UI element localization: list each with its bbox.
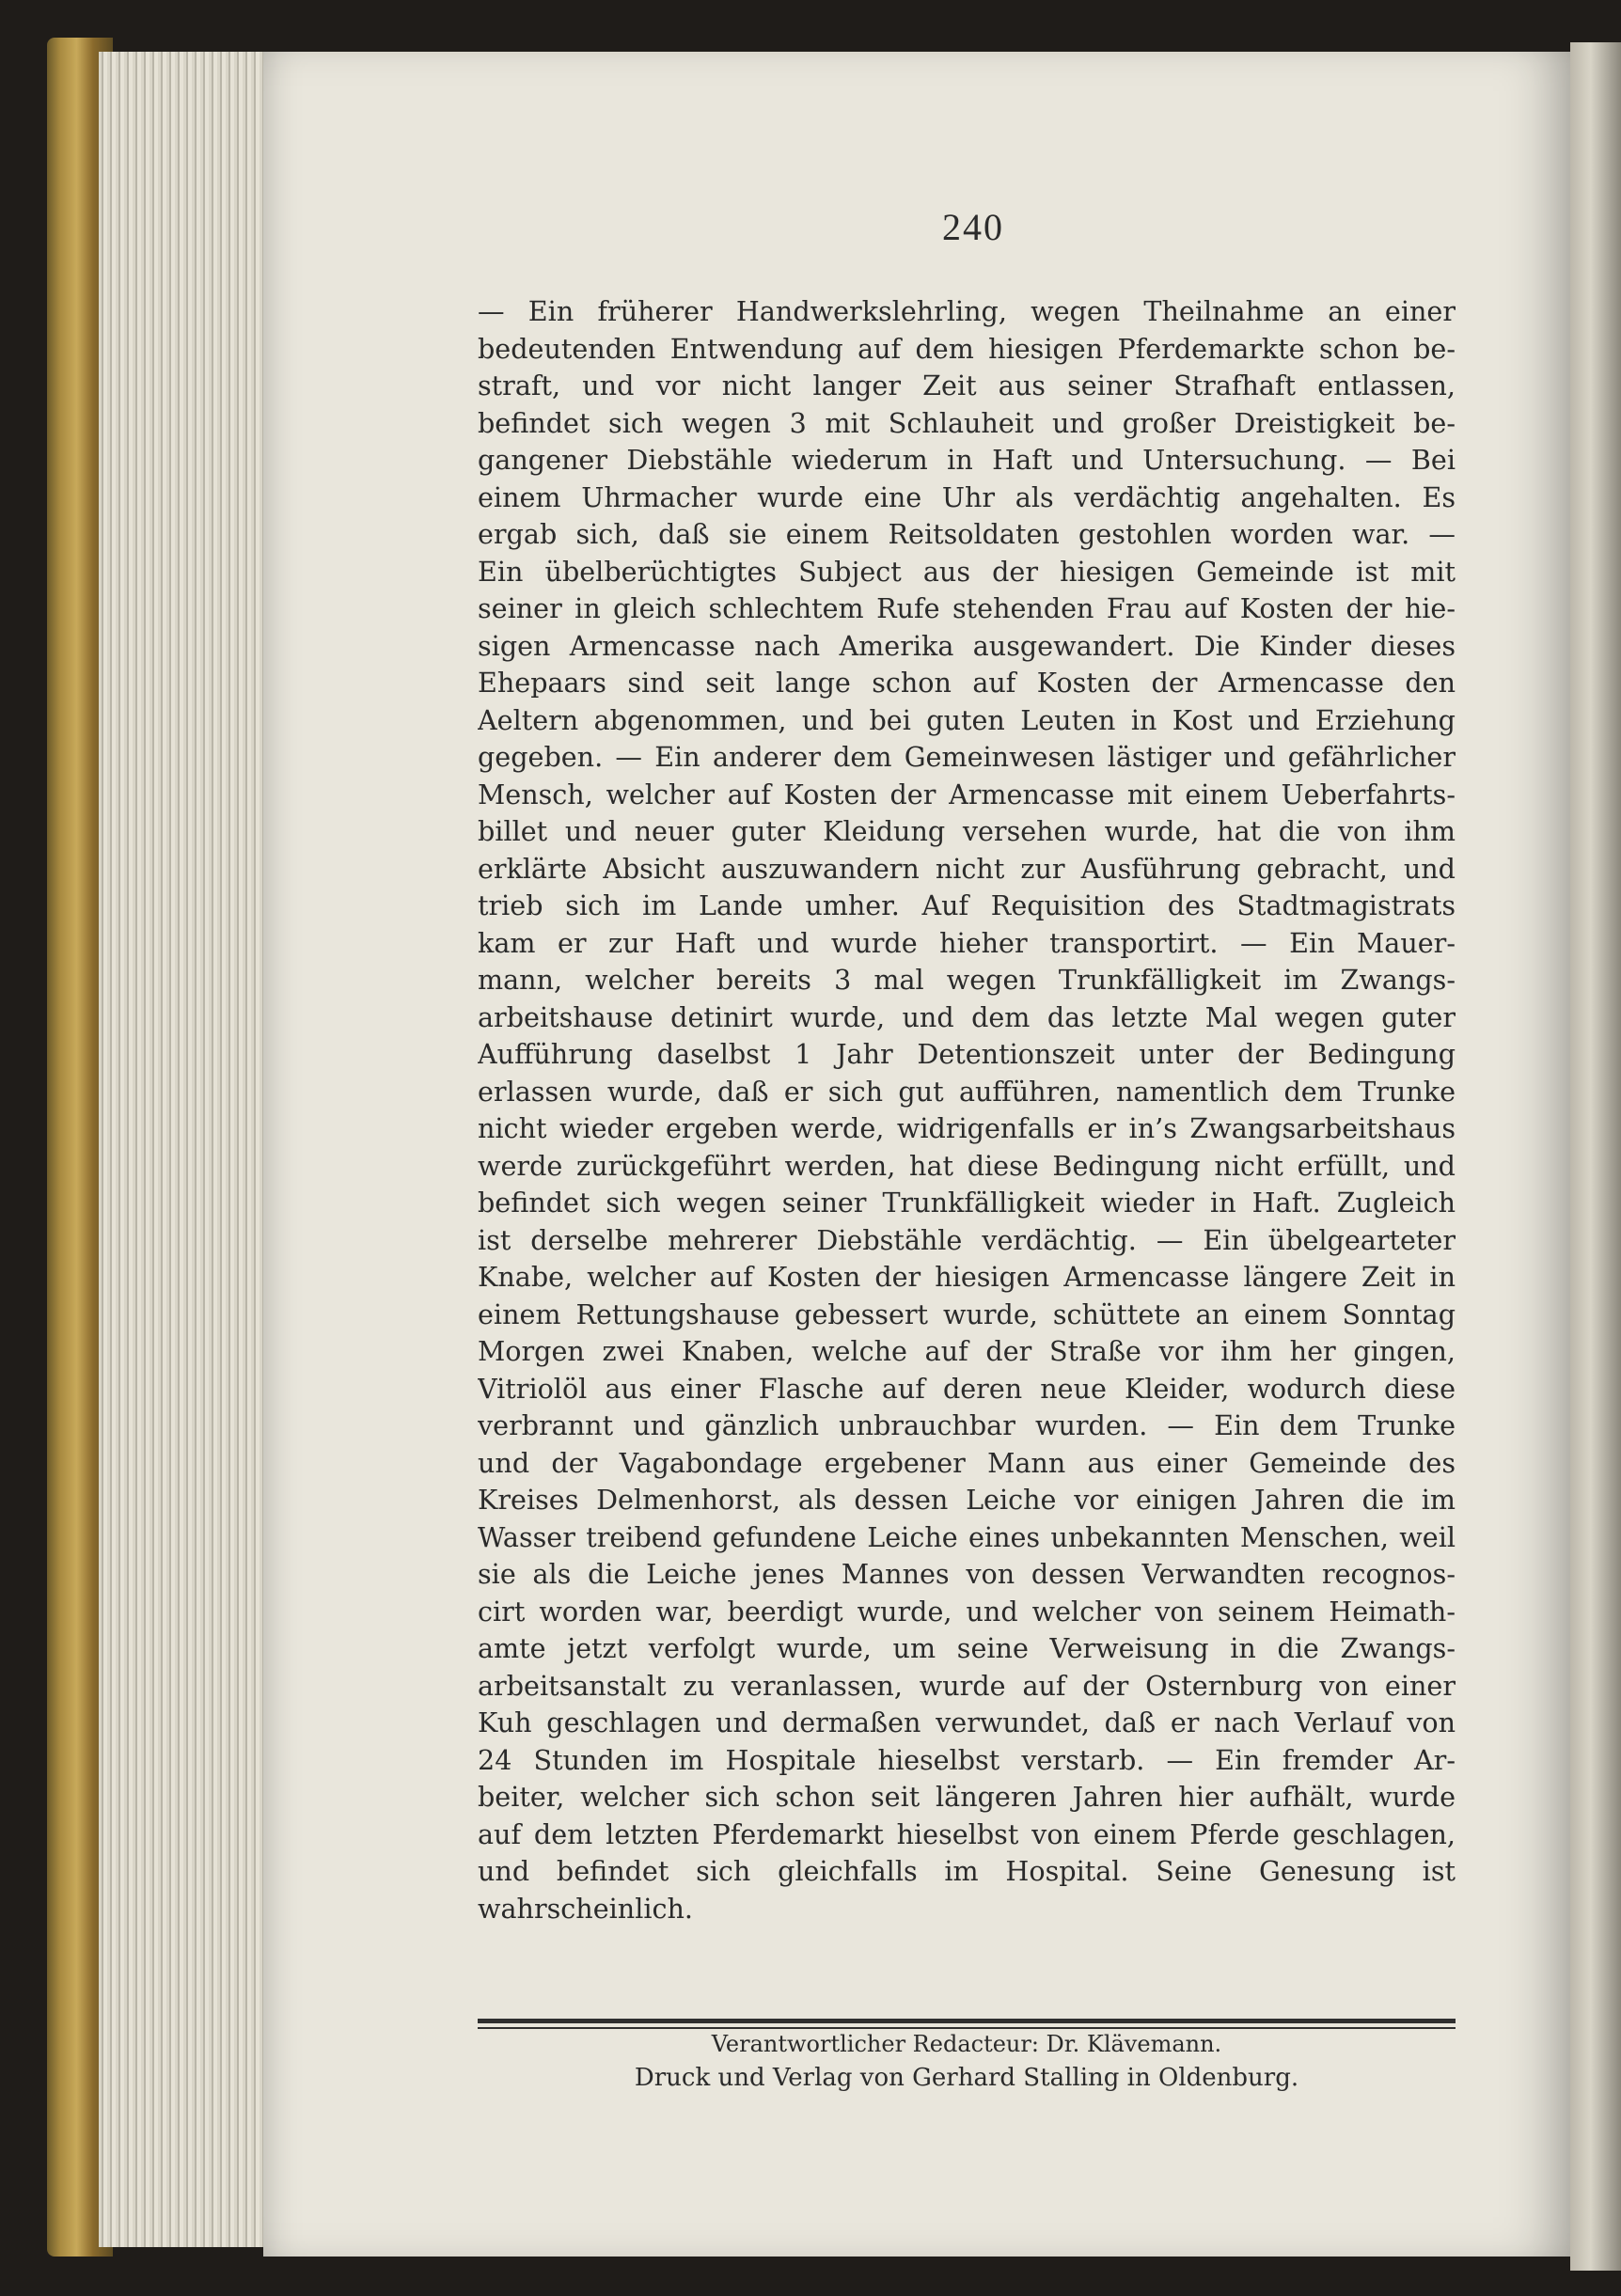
text-line: wahrscheinlich. — [478, 1892, 694, 1925]
facing-page-edge — [1570, 42, 1621, 2271]
text-line: gegeben. — Ein anderer dem Gemeinwesen lästiger und gefährlicher — [478, 741, 1456, 773]
text-line: amte jetzt verfolgt wurde, um seine Verweisung in die Zwangs- — [478, 1632, 1456, 1664]
printer-imprint: Druck und Verlag von Gerhard Stalling in Oldenburg. — [634, 2064, 1299, 2092]
text-line: und befindet sich gleichfalls im Hospital. Seine Genesung ist — [478, 1855, 1456, 1887]
text-line: befindet sich wegen seiner Trunkfälligkeit wieder in Haft. Zugleich — [478, 1187, 1456, 1219]
text-line: ist derselbe mehrerer Diebstähle verdächtig. — Ein übelgearteter — [478, 1223, 1456, 1256]
text-line: sie als die Leiche jenes Mannes von dessen Verwandten recognos- — [478, 1558, 1456, 1590]
text-line: auf dem letzten Pferdemarkt hieselbst von einem Pferde geschlagen, — [478, 1817, 1456, 1850]
text-line: cirt worden war, beerdigt wurde, und welcher von seinem Heimath- — [478, 1595, 1456, 1628]
text-line: ergab sich, daß sie einem Reitsoldaten gestohlen worden war. — — [478, 518, 1456, 550]
page-stack-edges — [99, 52, 268, 2247]
text-line: Kuh geschlagen und dermaßen verwundet, daß er nach Verlauf von — [478, 1706, 1456, 1738]
text-line: beiter, welcher sich schon seit längeren Jahren hier aufhält, wurde — [478, 1781, 1456, 1813]
text-line: Vitriolöl aus einer Flasche auf deren neue Kleider, wodurch diese — [478, 1372, 1456, 1405]
text-line: erklärte Absicht auszuwandern nicht zur Ausführung gebracht, und — [478, 852, 1456, 885]
text-line: verbrannt und gänzlich unbrauchbar wurden. — Ein dem Trunke — [478, 1409, 1456, 1441]
editor-imprint: Verantwortlicher Redacteur: Dr. Klävemann. — [711, 2031, 1222, 2057]
text-line: Wasser treibend gefundene Leiche eines unbekannten Menschen, weil — [478, 1520, 1456, 1553]
text-line: arbeitshause detinirt wurde, und dem das letzte Mal wegen guter — [478, 1000, 1456, 1033]
text-line: nicht wieder ergeben werde, widrigenfalls er in’s Zwangsarbeitshaus — [478, 1112, 1456, 1144]
text-line: Ehepaars sind seit lange schon auf Kosten der Armencasse den — [478, 667, 1456, 699]
text-line: — Ein früherer Handwerkslehrling, wegen Theilnahme an einer — [478, 295, 1456, 327]
text-line: einem Rettungshause gebessert wurde, schüttete an einem Sonntag — [478, 1297, 1456, 1330]
text-line: befindet sich wegen 3 mit Schlauheit und großer Dreistigkeit be- — [478, 406, 1456, 439]
text-line: werde zurückgeführt werden, hat diese Bedingung nicht erfüllt, und — [478, 1149, 1456, 1182]
text-line: einem Uhrmacher wurde eine Uhr als verdächtig angehalten. Es — [478, 480, 1456, 513]
text-line: trieb sich im Lande umher. Auf Requisition des Stadtmagistrats — [478, 889, 1456, 921]
text-line: arbeitsanstalt zu veranlassen, wurde auf der Osternburg von einer — [478, 1669, 1456, 1702]
text-line: 24 Stunden im Hospitale hieselbst verstarb. — Ein fremder Ar- — [478, 1743, 1456, 1776]
text-line: Morgen zwei Knaben, welche auf der Straße vor ihm her gingen, — [478, 1335, 1456, 1367]
text-line: kam er zur Haft und wurde hieher transportirt. — Ein Mauer- — [478, 926, 1456, 959]
text-line: sigen Armencasse nach Amerika ausgewandert. Die Kinder dieses — [478, 629, 1456, 662]
text-line: straft, und vor nicht langer Zeit aus seiner Strafhaft entlassen, — [478, 370, 1456, 401]
text-line: Mensch, welcher auf Kosten der Armencasse mit einem Ueberfahrts- — [478, 778, 1456, 810]
footer-rule-thick — [478, 2019, 1456, 2023]
text-line: Aeltern abgenommen, und bei guten Leuten in Kost und Erziehung — [478, 703, 1456, 736]
text-line: gangener Diebstähle wiederum in Haft und Untersuchung. — Bei — [478, 444, 1456, 476]
text-line: Ein übelberüchtigtes Subject aus der hiesigen Gemeinde ist mit — [478, 555, 1456, 588]
text-line: Aufführung daselbst 1 Jahr Detentionszeit unter der Bedingung — [478, 1038, 1456, 1070]
text-line: bedeutenden Entwendung auf dem hiesigen Pferdemarkte schon be- — [478, 332, 1456, 365]
text-line: Kreises Delmenhorst, als dessen Leiche vor einigen Jahren die im — [478, 1484, 1456, 1516]
body-text — [478, 293, 1456, 1927]
text-line: erlassen wurde, daß er sich gut aufführen, namentlich dem Trunke — [478, 1075, 1456, 1108]
text-line: und der Vagabondage ergebener Mann aus einer Gemeinde des — [478, 1446, 1456, 1479]
footer-rule-thin — [478, 2027, 1456, 2029]
text-line: seiner in gleich schlechtem Rufe stehenden Frau auf Kosten der hie- — [478, 592, 1456, 624]
page-number: 240 — [942, 206, 1004, 248]
text-line: Knabe, welcher auf Kosten der hiesigen Armencasse längere Zeit in — [478, 1261, 1456, 1293]
text-line: billet und neuer guter Kleidung versehen wurde, hat die von ihm — [478, 815, 1456, 847]
text-line: mann, welcher bereits 3 mal wegen Trunkfälligkeit im Zwangs- — [478, 964, 1456, 996]
